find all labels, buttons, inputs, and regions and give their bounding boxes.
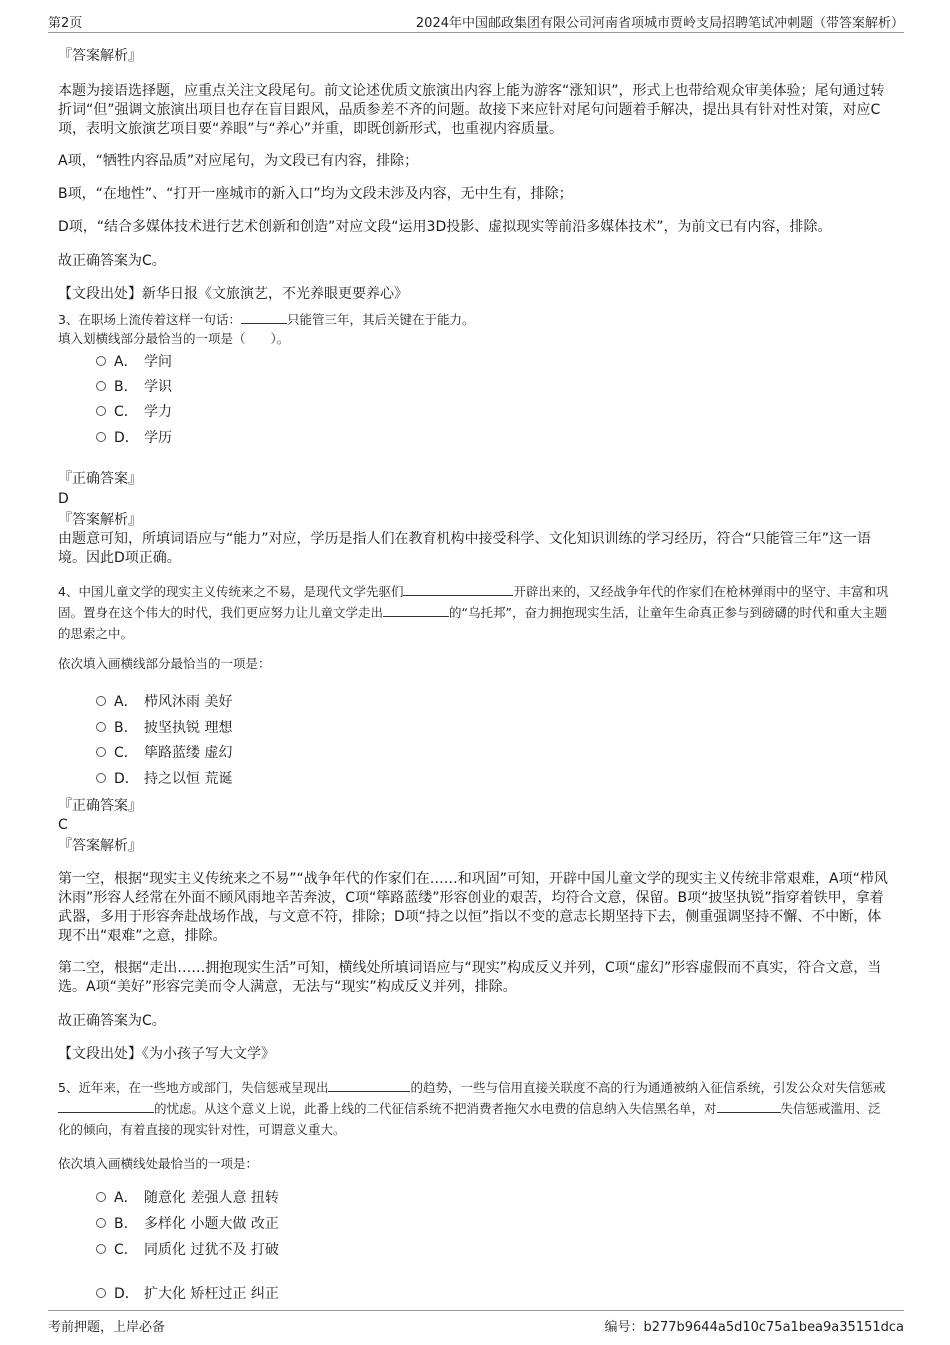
q4-analysis-paragraph-2: 第二空，根据“走出……拥抱现实生活”可知，横线处所填词语应与“现实”构成反义并列，C项“虚幻”形容虚假而不真实，符合文意，当选。A项“美好”形容完美而令人满意，无法与“现实”构成反义并列，排除。 <box>58 960 882 995</box>
option-text: 学历 <box>144 430 172 446</box>
q5-blank-3 <box>717 1099 781 1113</box>
q4-stem-part: 开辟出来的，又经战争年代的作家们在枪林弹雨中的坚守、丰富和巩固。置身在这个伟大的时代，我们更应努力让儿童文学走出 <box>58 584 889 620</box>
option-letter: C． <box>114 745 138 761</box>
radio-icon[interactable] <box>96 747 106 757</box>
q3-answer-tag: 『正确答案』 <box>58 471 142 487</box>
q2-analysis-tag: 『答案解析』 <box>58 48 142 64</box>
option-letter: B． <box>114 379 138 395</box>
option-text: 披坚执锐 理想 <box>144 720 233 736</box>
radio-icon[interactable] <box>96 432 106 442</box>
radio-icon[interactable] <box>96 406 106 416</box>
option-letter: A． <box>114 1190 138 1206</box>
radio-icon[interactable] <box>96 356 106 366</box>
q4-blank-2 <box>383 603 449 617</box>
option-text: 筚路蓝缕 虚幻 <box>144 745 233 761</box>
radio-icon[interactable] <box>96 1218 106 1228</box>
radio-icon[interactable] <box>96 696 106 706</box>
q5-instruction: 依次填入画横线处最恰当的一项是： <box>58 1156 259 1171</box>
radio-icon[interactable] <box>96 773 106 783</box>
option-text: 多样化 小题大做 改正 <box>144 1216 279 1232</box>
q2-conclusion: 故正确答案为C。 <box>58 253 166 269</box>
q3-stem-part: 3、在职场上流传着这样一句话： <box>58 312 241 327</box>
q3-stem <box>58 309 890 330</box>
q5-stem <box>58 1077 890 1140</box>
q3-analysis-tag: 『答案解析』 <box>58 512 142 528</box>
option-text: 栉风沐雨 美好 <box>144 694 233 710</box>
radio-icon[interactable] <box>96 381 106 391</box>
footer-slogan: 考前押题，上岸必备 <box>48 1320 166 1335</box>
option-text: 同质化 过犹不及 打破 <box>144 1242 279 1258</box>
option-text: 学识 <box>144 379 172 395</box>
q3-option-b[interactable] <box>96 377 172 397</box>
q2-analysis-option-b: B项，“在地性”、“打开一座城市的新入口”均为文段未涉及内容，无中生有，排除； <box>58 186 573 202</box>
option-letter: B． <box>114 1216 138 1232</box>
q4-option-d[interactable] <box>96 769 232 789</box>
q4-analysis-paragraph-1: 第一空，根据“现实主义传统来之不易”“战争年代的作家们在……和巩固”可知，开辟中国儿童文学的现实主义传统非常艰难，A项“栉风沐雨”形容人经常在外面不顾风雨地辛苦奔波，C项“筚路蓝缕”形容创业的艰苦，均符合文意，保留。B项“披坚执锐”指穿着铁甲，拿着武器，多用于形容奔赴战场作战，与文意不符，排除；D项“持之以恒”指以不变的意志长期坚持下去，侧重强调坚持不懈、不中断，体现不出“艰难”之意，排除。 <box>58 871 888 944</box>
q3-stem-part: 只能管三年，其后关键在于能力。 <box>286 312 475 327</box>
option-letter: A． <box>114 354 138 370</box>
q5-option-a[interactable] <box>96 1188 279 1208</box>
radio-icon[interactable] <box>96 1244 106 1254</box>
option-letter: D． <box>114 771 139 787</box>
q2-analysis-option-d: D项，“结合多媒体技术进行艺术创新和创造”对应文段“运用3D投影、虚拟现实等前沿多媒体技术”，为前文已有内容，排除。 <box>58 219 832 235</box>
q5-option-b[interactable] <box>96 1214 279 1234</box>
q3-analysis: 由题意可知，所填词语应与“能力”对应，学历是指人们在教育机构中接受科学、文化知识训练的学习经历，符合“只能管三年”这一语境。因此D项正确。 <box>58 531 872 566</box>
q4-instruction: 依次填入画横线部分最恰当的一项是： <box>58 656 271 671</box>
q3-answer: D <box>58 491 69 507</box>
radio-icon[interactable] <box>96 722 106 732</box>
q3-option-d[interactable] <box>96 428 172 448</box>
q5-blank-2 <box>58 1099 154 1113</box>
document-id: 编号：b277b9644a5d10c75a1bea9a35151dca <box>604 1320 904 1335</box>
q4-option-a[interactable] <box>96 692 232 712</box>
q4-blank-1 <box>403 582 513 596</box>
q2-analysis-paragraph: 本题为接语选择题，应重点关注文段尾句。前文论述优质文旅演出内容上能为游客“涨知识”，形式上也带给观众审美体验；尾句通过转折词“但”强调文旅演出项目也存在盲目跟风，品质参差不齐的问题。故接下来应针对尾句问题着手解决，提出具有针对性对策，对应C项，表明文旅演艺项目要“养眼”与“养心”并重，即既创新形式，也重视内容质量。 <box>58 83 885 137</box>
radio-icon[interactable] <box>96 1288 106 1298</box>
option-text: 持之以恒 荒诞 <box>144 771 233 787</box>
q3-option-c[interactable] <box>96 402 172 422</box>
q3-blank <box>241 310 287 324</box>
q5-option-c[interactable] <box>96 1240 279 1260</box>
option-text: 扩大化 矫枉过正 纠正 <box>144 1286 279 1302</box>
q4-answer-tag: 『正确答案』 <box>58 798 142 814</box>
option-text: 学问 <box>144 354 172 370</box>
page-number: 第2页 <box>48 16 83 31</box>
q5-stem-part: 的趋势，一些与信用直接关联度不高的行为通通被纳入征信系统，引发公众对失信惩戒 <box>410 1080 886 1095</box>
document-title: 2024年中国邮政集团有限公司河南省项城市贾岭支局招聘笔试冲刺题（带答案解析） <box>415 16 904 31</box>
option-text: 随意化 差强人意 扭转 <box>144 1190 279 1206</box>
option-letter: A． <box>114 694 138 710</box>
q4-option-b[interactable] <box>96 718 232 738</box>
option-letter: C． <box>114 1242 138 1258</box>
q4-stem <box>58 581 890 644</box>
q5-stem-part: 的忧虑。从这个意义上说，此番上线的二代征信系统不把消费者拖欠水电费的信息纳入失信黑名单，对 <box>154 1101 717 1116</box>
q5-option-d[interactable] <box>96 1284 279 1304</box>
q4-stem-part: 的“乌托邦”，奋力拥抱现实生活，让童年生命真正参与到磅礴的时代和重大主题的思索之中。 <box>58 605 887 641</box>
q4-source: 【文段出处】《为小孩子写大文学》 <box>58 1046 275 1062</box>
q4-option-c[interactable] <box>96 743 232 763</box>
option-letter: B． <box>114 720 138 736</box>
q2-analysis-option-a: A项，“牺牲内容品质”对应尾句，为文段已有内容，排除； <box>58 153 419 169</box>
radio-icon[interactable] <box>96 1192 106 1202</box>
q5-stem-part: 失信惩戒滥用、泛化的倾向，有着直接的现实针对性，可谓意义重大。 <box>58 1101 881 1137</box>
option-letter: D． <box>114 430 139 446</box>
q2-source: 【文段出处】新华日报《文旅演艺，不光养眼更要养心》 <box>58 286 408 302</box>
option-text: 学力 <box>144 404 172 420</box>
q3-instruction: 填入划横线部分最恰当的一项是（ ）。 <box>58 331 290 346</box>
option-letter: D． <box>114 1286 139 1302</box>
q4-analysis-tag: 『答案解析』 <box>58 838 142 854</box>
q4-stem-part: 4、中国儿童文学的现实主义传统来之不易，是现代文学先驱们 <box>58 584 404 599</box>
q5-blank-1 <box>328 1078 410 1092</box>
page-footer <box>48 1310 904 1337</box>
page-header <box>48 10 904 33</box>
q3-option-a[interactable] <box>96 352 172 372</box>
q5-stem-part: 5、近年来，在一些地方或部门，失信惩戒呈现出 <box>58 1080 329 1095</box>
option-letter: C． <box>114 404 138 420</box>
q4-answer: C <box>58 817 68 833</box>
q4-conclusion: 故正确答案为C。 <box>58 1013 166 1029</box>
